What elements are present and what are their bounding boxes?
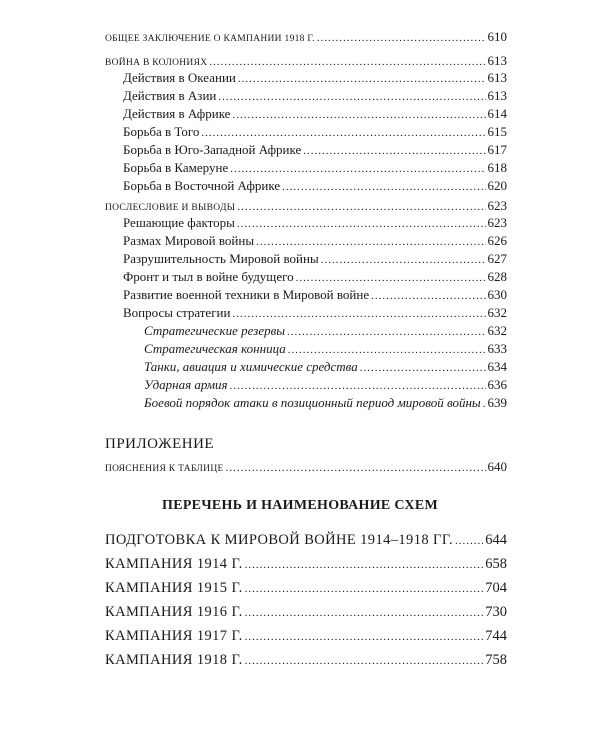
toc-entry[interactable] bbox=[123, 69, 507, 88]
toc-entry[interactable] bbox=[105, 28, 507, 48]
scheme-entry-title: КАМПАНИЯ 1918 Г. bbox=[105, 652, 243, 668]
toc-entry-page: 618 bbox=[487, 160, 507, 175]
toc-entry-page: 636 bbox=[487, 377, 507, 392]
toc-entry[interactable] bbox=[123, 87, 507, 106]
toc-entry[interactable] bbox=[123, 123, 507, 142]
leader-dots bbox=[245, 556, 484, 575]
toc-entry-page: 614 bbox=[487, 106, 507, 121]
leader-dots bbox=[296, 270, 486, 287]
toc-entry-title: Решающие факторы bbox=[123, 215, 235, 230]
toc-entry[interactable] bbox=[123, 232, 507, 251]
leader-dots bbox=[245, 652, 484, 671]
toc-entry-page: 610 bbox=[487, 29, 507, 44]
toc-entry-title: ОБЩЕЕ ЗАКЛЮЧЕНИЕ О КАМПАНИИ 1918 Г. bbox=[105, 34, 315, 44]
toc-entry[interactable] bbox=[123, 304, 507, 323]
scheme-entry-page: 730 bbox=[485, 604, 507, 620]
toc-entry-page: 639 bbox=[487, 395, 507, 410]
scheme-entry-title: КАМПАНИЯ 1917 Г. bbox=[105, 628, 243, 644]
leader-dots bbox=[230, 378, 486, 395]
scheme-entry[interactable] bbox=[105, 651, 507, 671]
scheme-entry-page: 644 bbox=[485, 532, 507, 548]
leader-dots bbox=[237, 216, 486, 233]
toc-entry[interactable] bbox=[123, 141, 507, 160]
toc-entry[interactable] bbox=[144, 376, 507, 395]
toc-entry[interactable] bbox=[123, 250, 507, 269]
toc-entry-page: 634 bbox=[487, 359, 507, 374]
toc-entry-title: Вопросы стратегии bbox=[123, 305, 231, 320]
toc-entry-title: Развитие военной техники в Мировой войне bbox=[123, 287, 370, 302]
leader-dots bbox=[245, 628, 484, 647]
toc-entry-page: 632 bbox=[487, 305, 507, 320]
leader-dots bbox=[483, 396, 486, 413]
toc-entry[interactable] bbox=[144, 394, 507, 413]
leader-dots bbox=[218, 89, 485, 106]
leader-dots bbox=[360, 360, 486, 377]
toc-entry[interactable] bbox=[105, 458, 507, 478]
leader-dots bbox=[232, 306, 485, 323]
toc-entry[interactable] bbox=[123, 214, 507, 233]
leader-dots bbox=[303, 143, 485, 160]
scheme-entry-title: КАМПАНИЯ 1916 Г. bbox=[105, 604, 243, 620]
toc-entry-page: 623 bbox=[487, 198, 507, 213]
toc-entry[interactable] bbox=[123, 268, 507, 287]
toc-entry-title: Борьба в Восточной Африке bbox=[123, 178, 281, 193]
schemes-title: ПЕРЕЧЕНЬ И НАИМЕНОВАНИЕ СХЕМ bbox=[162, 498, 438, 513]
leader-dots bbox=[245, 580, 484, 599]
toc-entry-title: Действия в Африке bbox=[123, 106, 231, 121]
toc-entry[interactable] bbox=[123, 286, 507, 305]
toc-entry[interactable] bbox=[123, 105, 507, 124]
toc-entry-page: 620 bbox=[487, 178, 507, 193]
toc-entry-page: 615 bbox=[487, 124, 507, 139]
toc-entry-title: ПОСЛЕСЛОВИЕ И ВЫВОДЫ bbox=[105, 203, 236, 213]
leader-dots bbox=[226, 460, 486, 477]
leader-dots bbox=[321, 252, 486, 269]
toc-entry-title: Размах Мировой войны bbox=[123, 233, 255, 248]
leader-dots bbox=[282, 179, 485, 196]
toc-entry-page: 617 bbox=[487, 142, 507, 157]
toc-entry-page: 628 bbox=[487, 269, 507, 284]
leader-dots bbox=[232, 107, 485, 124]
leader-dots bbox=[455, 532, 483, 551]
scheme-entry-page: 758 bbox=[485, 652, 507, 668]
toc-entry[interactable] bbox=[144, 358, 507, 377]
toc-entry-page: 633 bbox=[487, 341, 507, 356]
toc-entry-page: 623 bbox=[487, 215, 507, 230]
leader-dots bbox=[230, 161, 485, 178]
scheme-entry-title: ПОДГОТОВКА К МИРОВОЙ ВОЙНЕ 1914–1918 ГГ. bbox=[105, 532, 453, 548]
leader-dots bbox=[238, 71, 486, 88]
toc-entry-title: Боевой порядок атаки в позиционный период мировой войны bbox=[144, 395, 481, 410]
scheme-entry[interactable] bbox=[105, 603, 507, 623]
toc-entry-title: Стратегические резервы bbox=[144, 323, 286, 338]
toc-entry-page: 627 bbox=[487, 251, 507, 266]
toc-entry[interactable] bbox=[123, 177, 507, 196]
toc-entry-title: Ударная армия bbox=[144, 377, 228, 392]
toc-entry-title: ПОЯСНЕНИЯ К ТАБЛИЦЕ bbox=[105, 464, 224, 474]
toc-entry-page: 613 bbox=[487, 53, 507, 68]
toc-entry-title: Действия в Океании bbox=[123, 70, 236, 85]
toc-entry-page: 640 bbox=[487, 459, 507, 474]
leader-dots bbox=[288, 342, 486, 359]
toc-entry-page: 630 bbox=[487, 287, 507, 302]
toc-entry[interactable] bbox=[123, 159, 507, 178]
toc-entry-title: Фронт и тыл в войне будущего bbox=[123, 269, 294, 284]
scheme-entry-title: КАМПАНИЯ 1915 Г. bbox=[105, 580, 243, 596]
toc-entry-page: 632 bbox=[487, 323, 507, 338]
scheme-entry-title: КАМПАНИЯ 1914 Г. bbox=[105, 556, 243, 572]
scheme-entry[interactable] bbox=[105, 627, 507, 647]
toc-entry-page: 626 bbox=[487, 233, 507, 248]
toc-entry-title: Борьба в Юго-Западной Африке bbox=[123, 142, 302, 157]
leader-dots bbox=[256, 234, 485, 251]
scheme-entry[interactable] bbox=[105, 579, 507, 599]
toc-entry-title: Борьба в Камеруне bbox=[123, 160, 229, 175]
leader-dots bbox=[317, 30, 486, 47]
toc-entry-page: 613 bbox=[487, 88, 507, 103]
scheme-entry-page: 704 bbox=[485, 580, 507, 596]
leader-dots bbox=[201, 125, 485, 142]
leader-dots bbox=[371, 288, 485, 305]
scheme-entry[interactable] bbox=[105, 531, 507, 551]
toc-entry-title: Борьба в Того bbox=[123, 124, 200, 139]
toc-entry-title: Танки, авиация и химические средства bbox=[144, 359, 358, 374]
toc-entry-title: Действия в Азии bbox=[123, 88, 217, 103]
toc-entry-title: Разрушительность Мировой войны bbox=[123, 251, 319, 266]
toc-entry[interactable] bbox=[144, 340, 507, 359]
scheme-entry-page: 658 bbox=[485, 556, 507, 572]
scheme-entry-page: 744 bbox=[485, 628, 507, 644]
leader-dots bbox=[245, 604, 484, 623]
toc-entry[interactable] bbox=[144, 322, 507, 341]
toc-entry-title: Стратегическая конница bbox=[144, 341, 286, 356]
leader-dots bbox=[287, 324, 485, 341]
toc-entry-page: 613 bbox=[487, 70, 507, 85]
toc-entry-title: ВОЙНА В КОЛОНИЯХ bbox=[105, 58, 208, 68]
scheme-entry[interactable] bbox=[105, 555, 507, 575]
appendix-heading: ПРИЛОЖЕНИЕ bbox=[105, 436, 215, 452]
